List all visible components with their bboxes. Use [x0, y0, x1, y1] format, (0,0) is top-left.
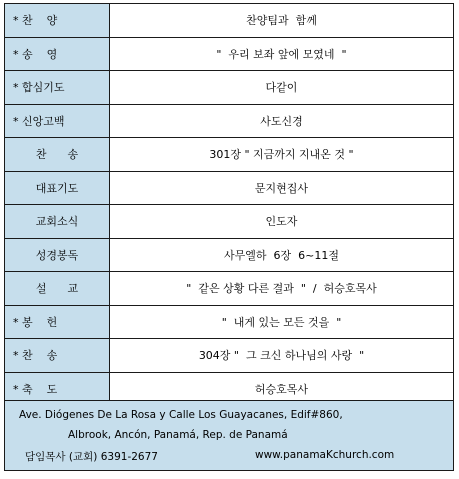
order-row	[5, 104, 454, 138]
order-value: 301장 " 지금까지 지내온 것 "	[110, 138, 454, 172]
church-website: www.panamaKchurch.com	[255, 449, 395, 461]
address-line-1: Ave. Diógenes De La Rosa y Calle Los Guayacanes, Edif#860,	[19, 409, 343, 421]
order-row	[5, 138, 454, 172]
order-value: 찬양팀과 함께	[110, 4, 454, 38]
pastor-phone: 담임목사 (교회) 6391-2677	[25, 451, 158, 463]
order-value: 사도신경	[110, 104, 454, 138]
order-label-cell	[5, 138, 110, 172]
order-label: * 합심기도	[13, 81, 65, 95]
order-value: " 같은 상황 다른 결과 " / 허승호목사	[110, 272, 454, 306]
order-label-cell	[5, 37, 110, 71]
order-label-cell	[5, 305, 110, 339]
order-value: 304장 " 그 크신 하나님의 사랑 "	[110, 339, 454, 373]
order-label: * 찬 송	[13, 349, 58, 363]
order-row	[5, 272, 454, 306]
order-value: 다같이	[110, 71, 454, 105]
order-value: " 내게 있는 모든 것을 "	[110, 305, 454, 339]
worship-order-body	[5, 4, 454, 406]
worship-order-table	[4, 3, 454, 406]
order-label: 성경봉독	[35, 248, 79, 262]
order-row	[5, 305, 454, 339]
order-value: 허승호목사	[110, 372, 454, 406]
order-label-cell	[5, 205, 110, 239]
order-row	[5, 37, 454, 71]
order-label: * 신앙고백	[13, 114, 65, 128]
order-label: * 송 영	[13, 47, 58, 61]
order-value: 사무엘하 6장 6~11절	[110, 238, 454, 272]
order-label-cell	[5, 171, 110, 205]
order-row	[5, 339, 454, 373]
order-label: 교회소식	[35, 215, 79, 229]
address-line-2: Albrook, Ancón, Panamá, Rep. de Panamá	[68, 429, 288, 441]
order-row	[5, 171, 454, 205]
order-label: * 찬 양	[13, 14, 58, 28]
order-row	[5, 4, 454, 38]
order-label: * 축 도	[13, 382, 58, 396]
church-info-box	[4, 400, 454, 471]
order-label: 찬 송	[35, 148, 79, 162]
order-label: * 봉 헌	[13, 315, 58, 329]
order-label: 설 교	[35, 282, 79, 296]
order-row	[5, 238, 454, 272]
order-label-cell	[5, 71, 110, 105]
order-value: 인도자	[110, 205, 454, 239]
order-value: 문지현집사	[110, 171, 454, 205]
order-value: " 우리 보좌 앞에 모였네 "	[110, 37, 454, 71]
order-label-cell	[5, 339, 110, 373]
order-label-cell	[5, 238, 110, 272]
order-label-cell	[5, 272, 110, 306]
order-label-cell	[5, 4, 110, 38]
order-row	[5, 205, 454, 239]
order-row	[5, 71, 454, 105]
order-label-cell	[5, 104, 110, 138]
order-label: 대표기도	[35, 181, 79, 195]
